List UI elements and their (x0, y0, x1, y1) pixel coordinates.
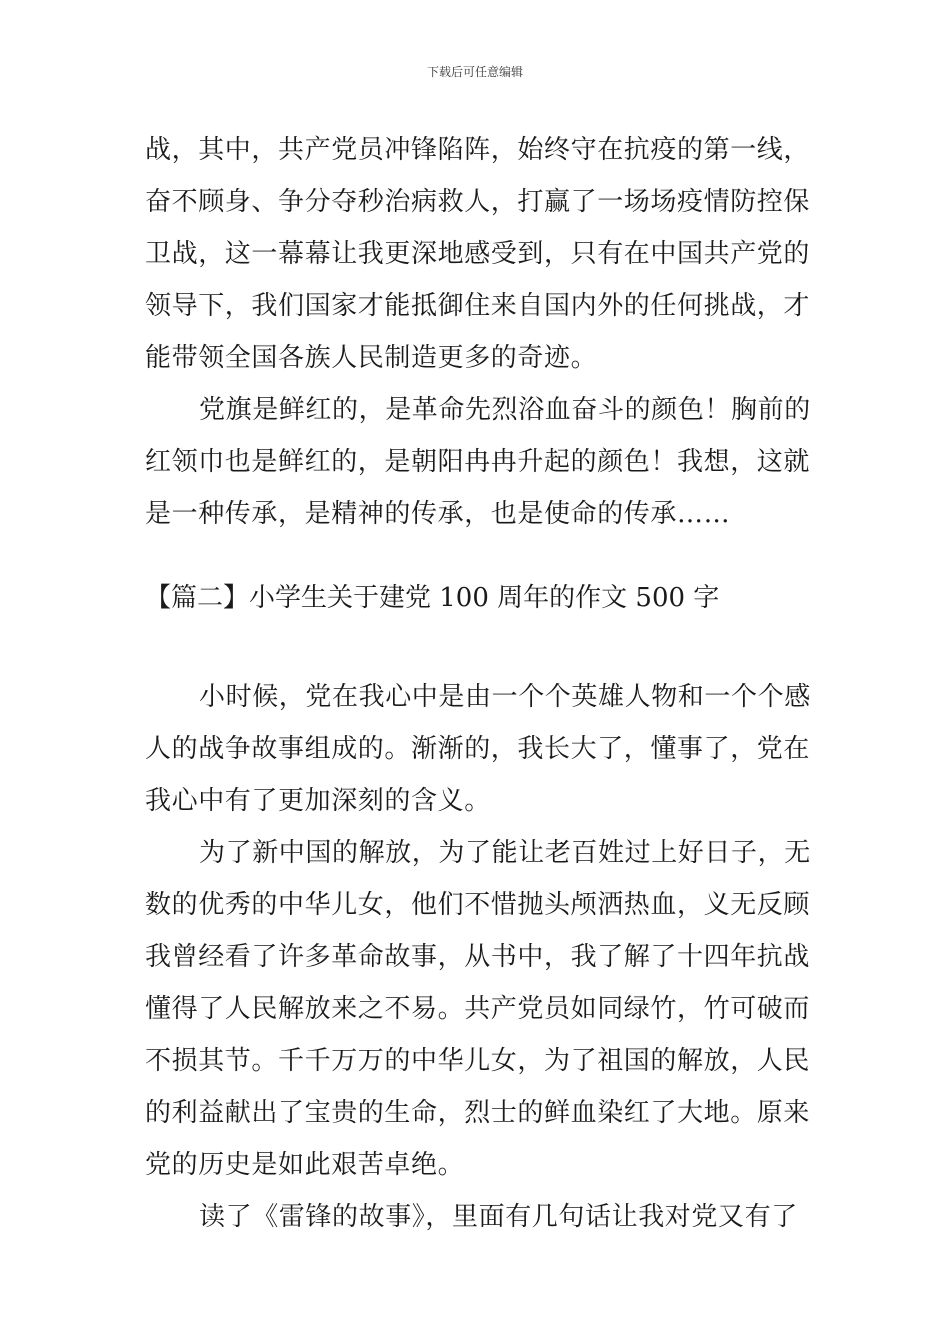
text-line: 不损其节。千千万万的中华儿女，为了祖国的解放，人民 (145, 1046, 811, 1076)
text-line-paragraph-start: 小时候，党在我心中是由一个个英雄人物和一个个感 (199, 682, 811, 712)
text-line: 能带领全国各族人民制造更多的奇迹。 (145, 343, 598, 373)
text-block-essay (145, 671, 811, 1243)
text-line-paragraph-start: 为了新中国的解放，为了能让老百姓过上好日子，无 (199, 838, 811, 868)
text-line: 是一种传承，是精神的传承，也是使命的传承…… (145, 499, 731, 529)
section-title: 【篇二】小学生关于建党 100 周年的作文 500 字 (145, 583, 720, 613)
text-line: 红领巾也是鲜红的，是朝阳冉冉升起的颜色！我想，这就 (145, 447, 811, 477)
text-line: 的利益献出了宝贵的生命，烈士的鲜血染红了大地。原来 (145, 1098, 811, 1128)
text-line: 人的战争故事组成的。渐渐的，我长大了，懂事了，党在 (145, 734, 811, 764)
text-line: 卫战，这一幕幕让我更深地感受到，只有在中国共产党的 (145, 239, 811, 269)
text-line: 我曾经看了许多革命故事，从书中，我了解了十四年抗战 (145, 942, 811, 972)
text-line-paragraph-start: 党旗是鲜红的，是革命先烈浴血奋斗的颜色！胸前的 (199, 395, 811, 425)
text-line: 数的优秀的中华儿女，他们不惜抛头颅洒热血，义无反顾 (145, 890, 811, 920)
text-line-paragraph-start: 读了《雷锋的故事》，里面有几句话让我对党又有了 (199, 1202, 798, 1232)
text-line: 党的历史是如此艰苦卓绝。 (145, 1150, 465, 1180)
text-block-continued (145, 124, 811, 540)
text-line: 领导下，我们国家才能抵御住来自国内外的任何挑战，才 (145, 291, 811, 321)
text-line: 我心中有了更加深刻的含义。 (145, 786, 491, 816)
text-line: 战，其中，共产党员冲锋陷阵，始终守在抗疫的第一线， (145, 135, 811, 165)
text-line: 懂得了人民解放来之不易。共产党员如同绿竹，竹可破而 (145, 994, 811, 1024)
text-line: 奋不顾身、争分夺秒治病救人，打赢了一场场疫情防控保 (145, 187, 811, 217)
page-header: 下载后可任意编辑 (426, 65, 523, 79)
